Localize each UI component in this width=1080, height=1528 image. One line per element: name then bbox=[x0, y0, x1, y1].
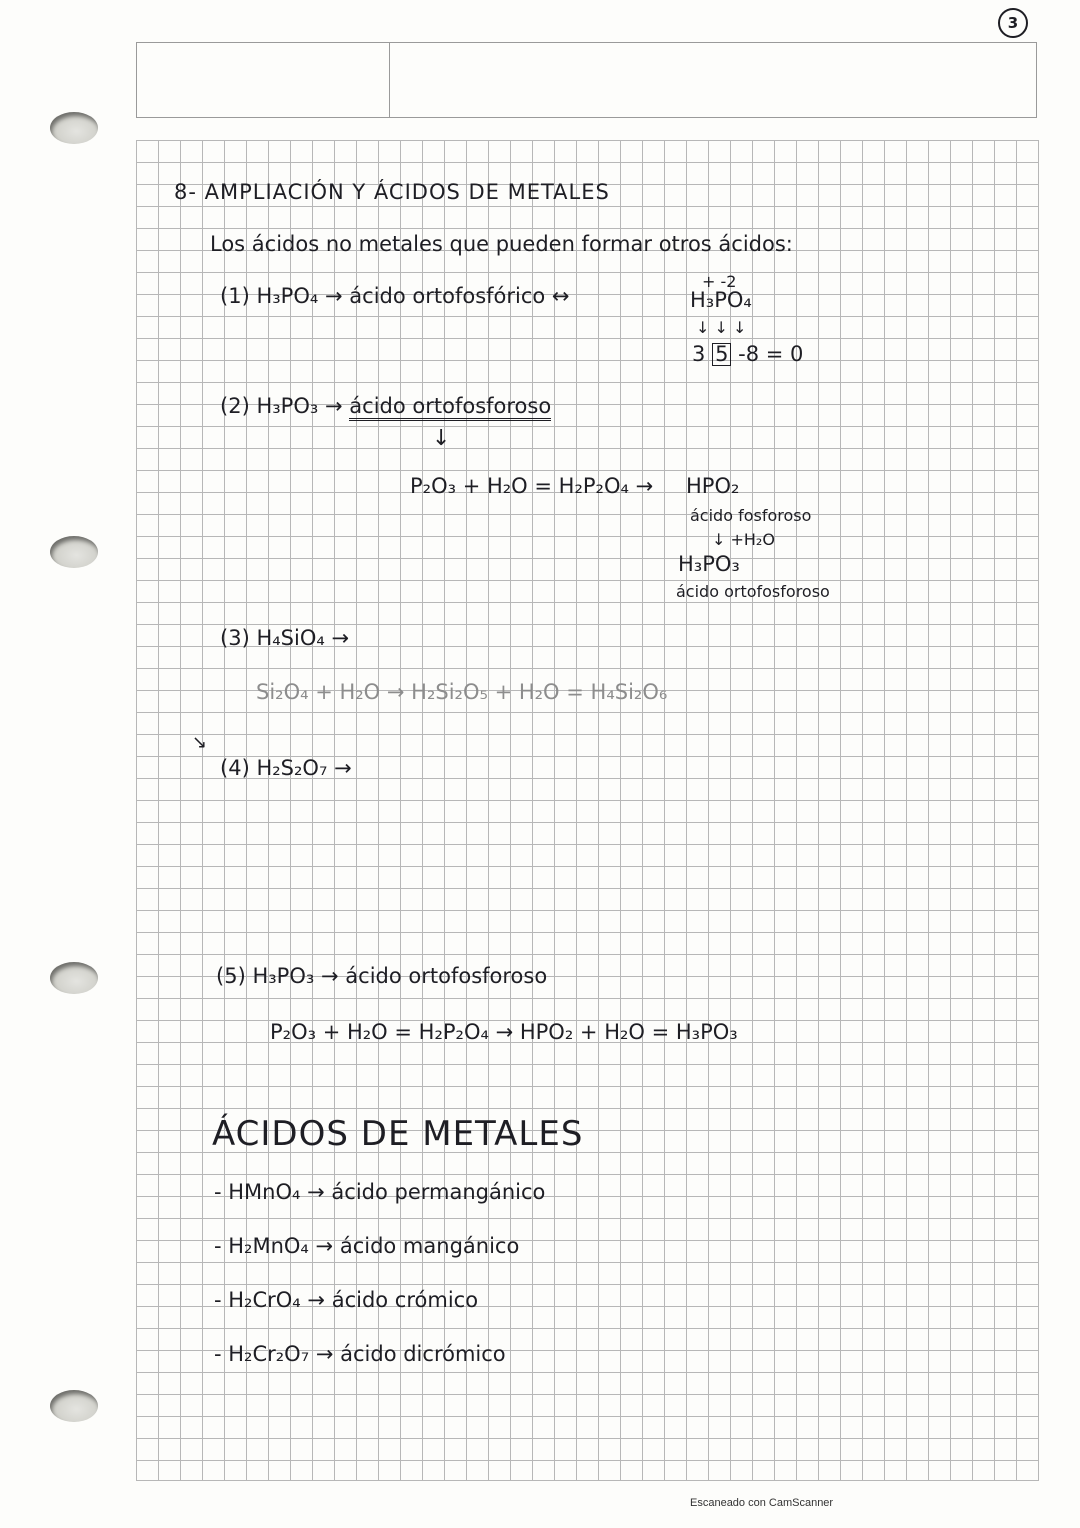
metal-acid-item bbox=[214, 1342, 506, 1366]
arrow-icon: → bbox=[307, 1288, 326, 1312]
oxidation-formula: H₃PO₄ bbox=[690, 288, 752, 312]
binder-hole bbox=[50, 1390, 98, 1422]
item-2-final: H₃PO₃ bbox=[678, 552, 740, 576]
boxed-value: 5 bbox=[712, 343, 731, 366]
grid-paper bbox=[136, 140, 1039, 1481]
item-number: (5) bbox=[216, 964, 246, 988]
oxidation-arrows: ↓ ↓ ↓ bbox=[696, 318, 747, 337]
arrow-icon: → bbox=[307, 1180, 325, 1204]
arrow-icon: → bbox=[324, 284, 343, 308]
item-4 bbox=[220, 756, 352, 780]
header-box bbox=[136, 42, 1037, 118]
arrow-icon: → bbox=[315, 1342, 334, 1366]
binder-hole bbox=[50, 962, 98, 994]
header-cell-left bbox=[137, 43, 390, 117]
binder-hole bbox=[50, 112, 98, 144]
header-cell-right bbox=[390, 43, 1037, 117]
item-formula: H₃PO₄ bbox=[256, 284, 319, 308]
item-2-step: ↓ +H₂O bbox=[712, 530, 775, 549]
item-number: (2) bbox=[220, 394, 250, 418]
item-number: (1) bbox=[220, 284, 250, 308]
item-3 bbox=[220, 626, 349, 650]
binder-hole bbox=[50, 536, 98, 568]
item-2-final-name: ácido ortofosforoso bbox=[676, 582, 830, 601]
arrow-icon: → bbox=[324, 394, 343, 418]
section-title: 8- AMPLIACIÓN Y ÁCIDOS DE METALES bbox=[174, 180, 610, 204]
oxidation-sum: 3 5 -8 = 0 bbox=[692, 342, 804, 366]
arrow-icon: → bbox=[334, 756, 352, 780]
item-formula: - HMnO₄ bbox=[214, 1180, 301, 1204]
item-2-product: HPO₂ bbox=[686, 474, 740, 498]
item-name: ácido ortofosforoso bbox=[349, 394, 551, 421]
scanner-watermark: Escaneado con CamScanner bbox=[690, 1497, 834, 1509]
arrow-icon: → bbox=[331, 626, 350, 650]
item-formula: - H₂Cr₂O₇ bbox=[214, 1342, 310, 1366]
metals-heading: ÁCIDOS DE METALES bbox=[212, 1114, 584, 1154]
metal-acid-item bbox=[214, 1288, 478, 1312]
metal-acid-item bbox=[214, 1180, 545, 1204]
item-number: (4) bbox=[220, 756, 250, 780]
item-name: ácido ortofosforoso bbox=[345, 964, 548, 988]
arrow-icon: → bbox=[320, 964, 339, 988]
item-2-product-name: ácido fosforoso bbox=[690, 506, 812, 525]
item-3-equation: Si₂O₄ + H₂O → H₂Si₂O₅ + H₂O = H₄Si₂O₆ bbox=[256, 680, 668, 704]
item-formula: - H₂MnO₄ bbox=[214, 1234, 309, 1258]
oxidation-charges: + -2 bbox=[702, 272, 737, 291]
intro-text: Los ácidos no metales que pueden formar otros ácidos: bbox=[210, 232, 793, 256]
item-name: ácido ortofosfórico ↔ bbox=[349, 284, 570, 308]
metal-acid-item bbox=[214, 1234, 519, 1258]
item-5 bbox=[216, 964, 547, 988]
margin-arrow-icon: ↘ bbox=[192, 732, 208, 753]
down-arrow-icon: ↓ bbox=[432, 426, 451, 451]
item-1 bbox=[220, 284, 570, 308]
item-formula: H₄SiO₄ bbox=[256, 626, 325, 650]
item-2 bbox=[220, 394, 551, 418]
item-name: ácido permangánico bbox=[331, 1180, 546, 1204]
item-formula: H₃PO₃ bbox=[256, 394, 319, 418]
item-name: ácido mangánico bbox=[339, 1234, 520, 1258]
item-formula: H₃PO₃ bbox=[252, 964, 315, 988]
item-name: ácido crómico bbox=[331, 1288, 479, 1312]
arrow-icon: → bbox=[315, 1234, 334, 1258]
item-formula: H₂S₂O₇ bbox=[256, 756, 328, 780]
item-formula: - H₂CrO₄ bbox=[214, 1288, 301, 1312]
item-2-equation: P₂O₃ + H₂O = H₂P₂O₄ → bbox=[410, 474, 654, 498]
item-number: (3) bbox=[220, 626, 250, 650]
item-5-equation: P₂O₃ + H₂O = H₂P₂O₄ → HPO₂ + H₂O = H₃PO₃ bbox=[270, 1020, 738, 1044]
item-name: ácido dicrómico bbox=[340, 1342, 506, 1366]
page-number: 3 bbox=[998, 8, 1028, 38]
